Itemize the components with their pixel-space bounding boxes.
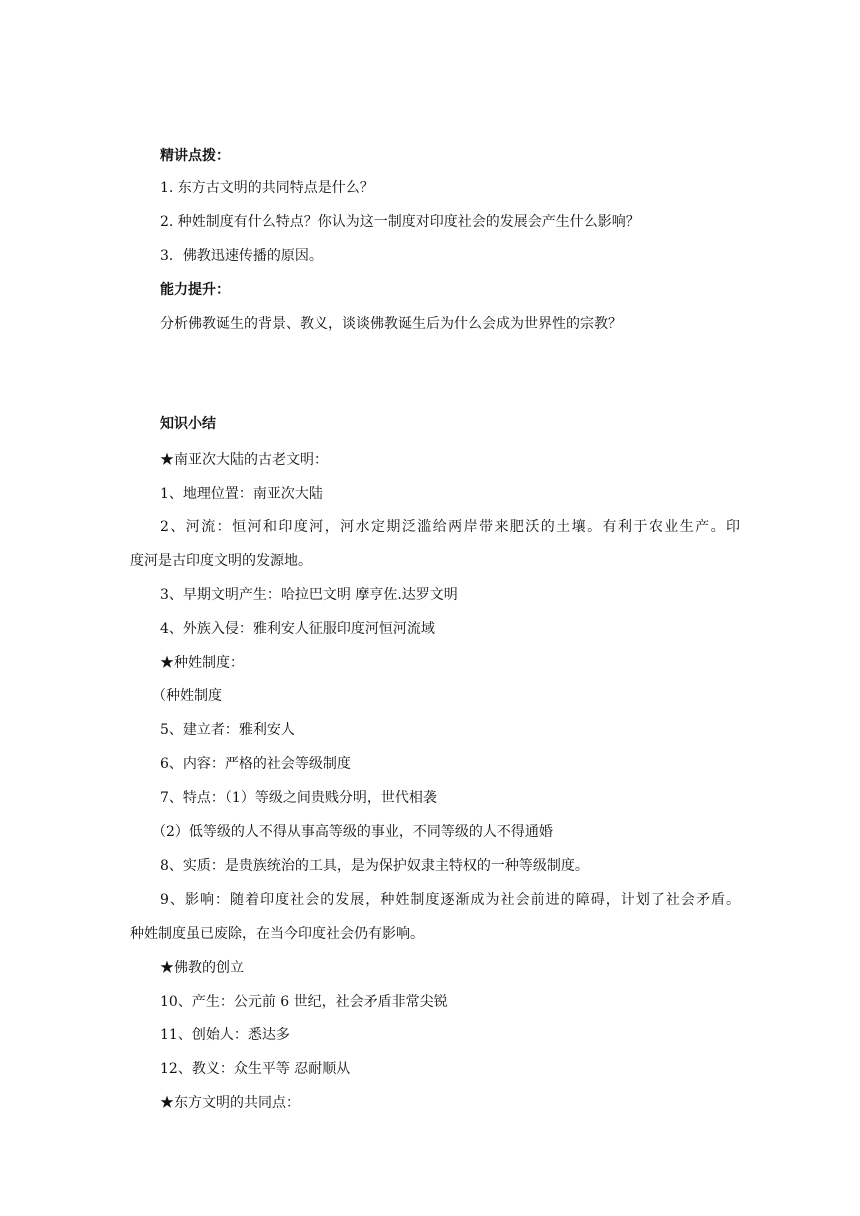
subheading-dongfang: ★东方文明的共同点：: [160, 1095, 300, 1111]
summary-item-3: 3、早期文明产生：哈拉巴文明 摩亨佐.达罗文明: [160, 587, 458, 603]
subheading-fojiao: ★佛教的创立: [160, 960, 244, 976]
ability-question: 分析佛教诞生的背景、教义，谈谈佛教诞生后为什么会成为世界性的宗教？: [160, 316, 622, 332]
summary-item-2-line-1: 2、河流：恒河和印度河，河水定期泛滥给两岸带来肥沃的土壤。有利于农业生产。印: [160, 519, 740, 535]
summary-item-9-line-2: 种姓制度虽已废除，在当今印度社会仍有影响。: [130, 926, 424, 942]
question-item-1: 1. 东方古文明的共同特点是什么？: [160, 180, 374, 196]
section-heading-zhishi: 知识小结: [160, 416, 216, 432]
summary-item-8: 8、实质：是贵族统治的工具，是为保护奴隶主特权的一种等级制度。: [160, 858, 589, 874]
summary-item-10: 10、产生：公元前 6 世纪，社会矛盾非常尖锐: [160, 994, 448, 1010]
summary-item-6: 6、内容：严格的社会等级制度: [160, 756, 351, 772]
section-heading-jingjiang: 精讲点拨：: [160, 148, 230, 164]
subheading-nanya: ★南亚次大陆的古老文明：: [160, 452, 328, 468]
summary-item-2-line-2: 度河是古印度文明的发源地。: [130, 553, 312, 569]
question-item-2: 2. 种姓制度有什么特点？你认为这一制度对印度社会的发展会产生什么影响？: [160, 214, 640, 230]
summary-item-7: 7、特点：（1）等级之间贵贱分明，世代相袭: [160, 790, 437, 806]
question-item-3: 3．佛教迅速传播的原因。: [160, 248, 323, 264]
summary-item-1: 1、地理位置：南亚次大陆: [160, 486, 323, 502]
summary-item-9-line-1: 9、影响：随着印度社会的发展，种姓制度逐渐成为社会前进的障碍，计划了社会矛盾。: [160, 892, 740, 908]
subheading-zhongxing: ★种姓制度：: [160, 655, 244, 671]
section-heading-nengli: 能力提升：: [160, 282, 230, 298]
summary-item-4: 4、外族入侵：雅利安人征服印度河恒河流域: [160, 621, 435, 637]
summary-item-7-part-2: （2）低等级的人不得从事高等级的事业，不同等级的人不得通婚: [152, 824, 553, 840]
summary-item-5: 5、建立者：雅利安人: [160, 722, 295, 738]
zhongxing-subtitle: （种姓制度: [152, 688, 222, 704]
summary-item-12: 12、教义：众生平等 忍耐顺从: [160, 1061, 351, 1077]
summary-item-11: 11、创始人：悉达多: [160, 1027, 290, 1043]
